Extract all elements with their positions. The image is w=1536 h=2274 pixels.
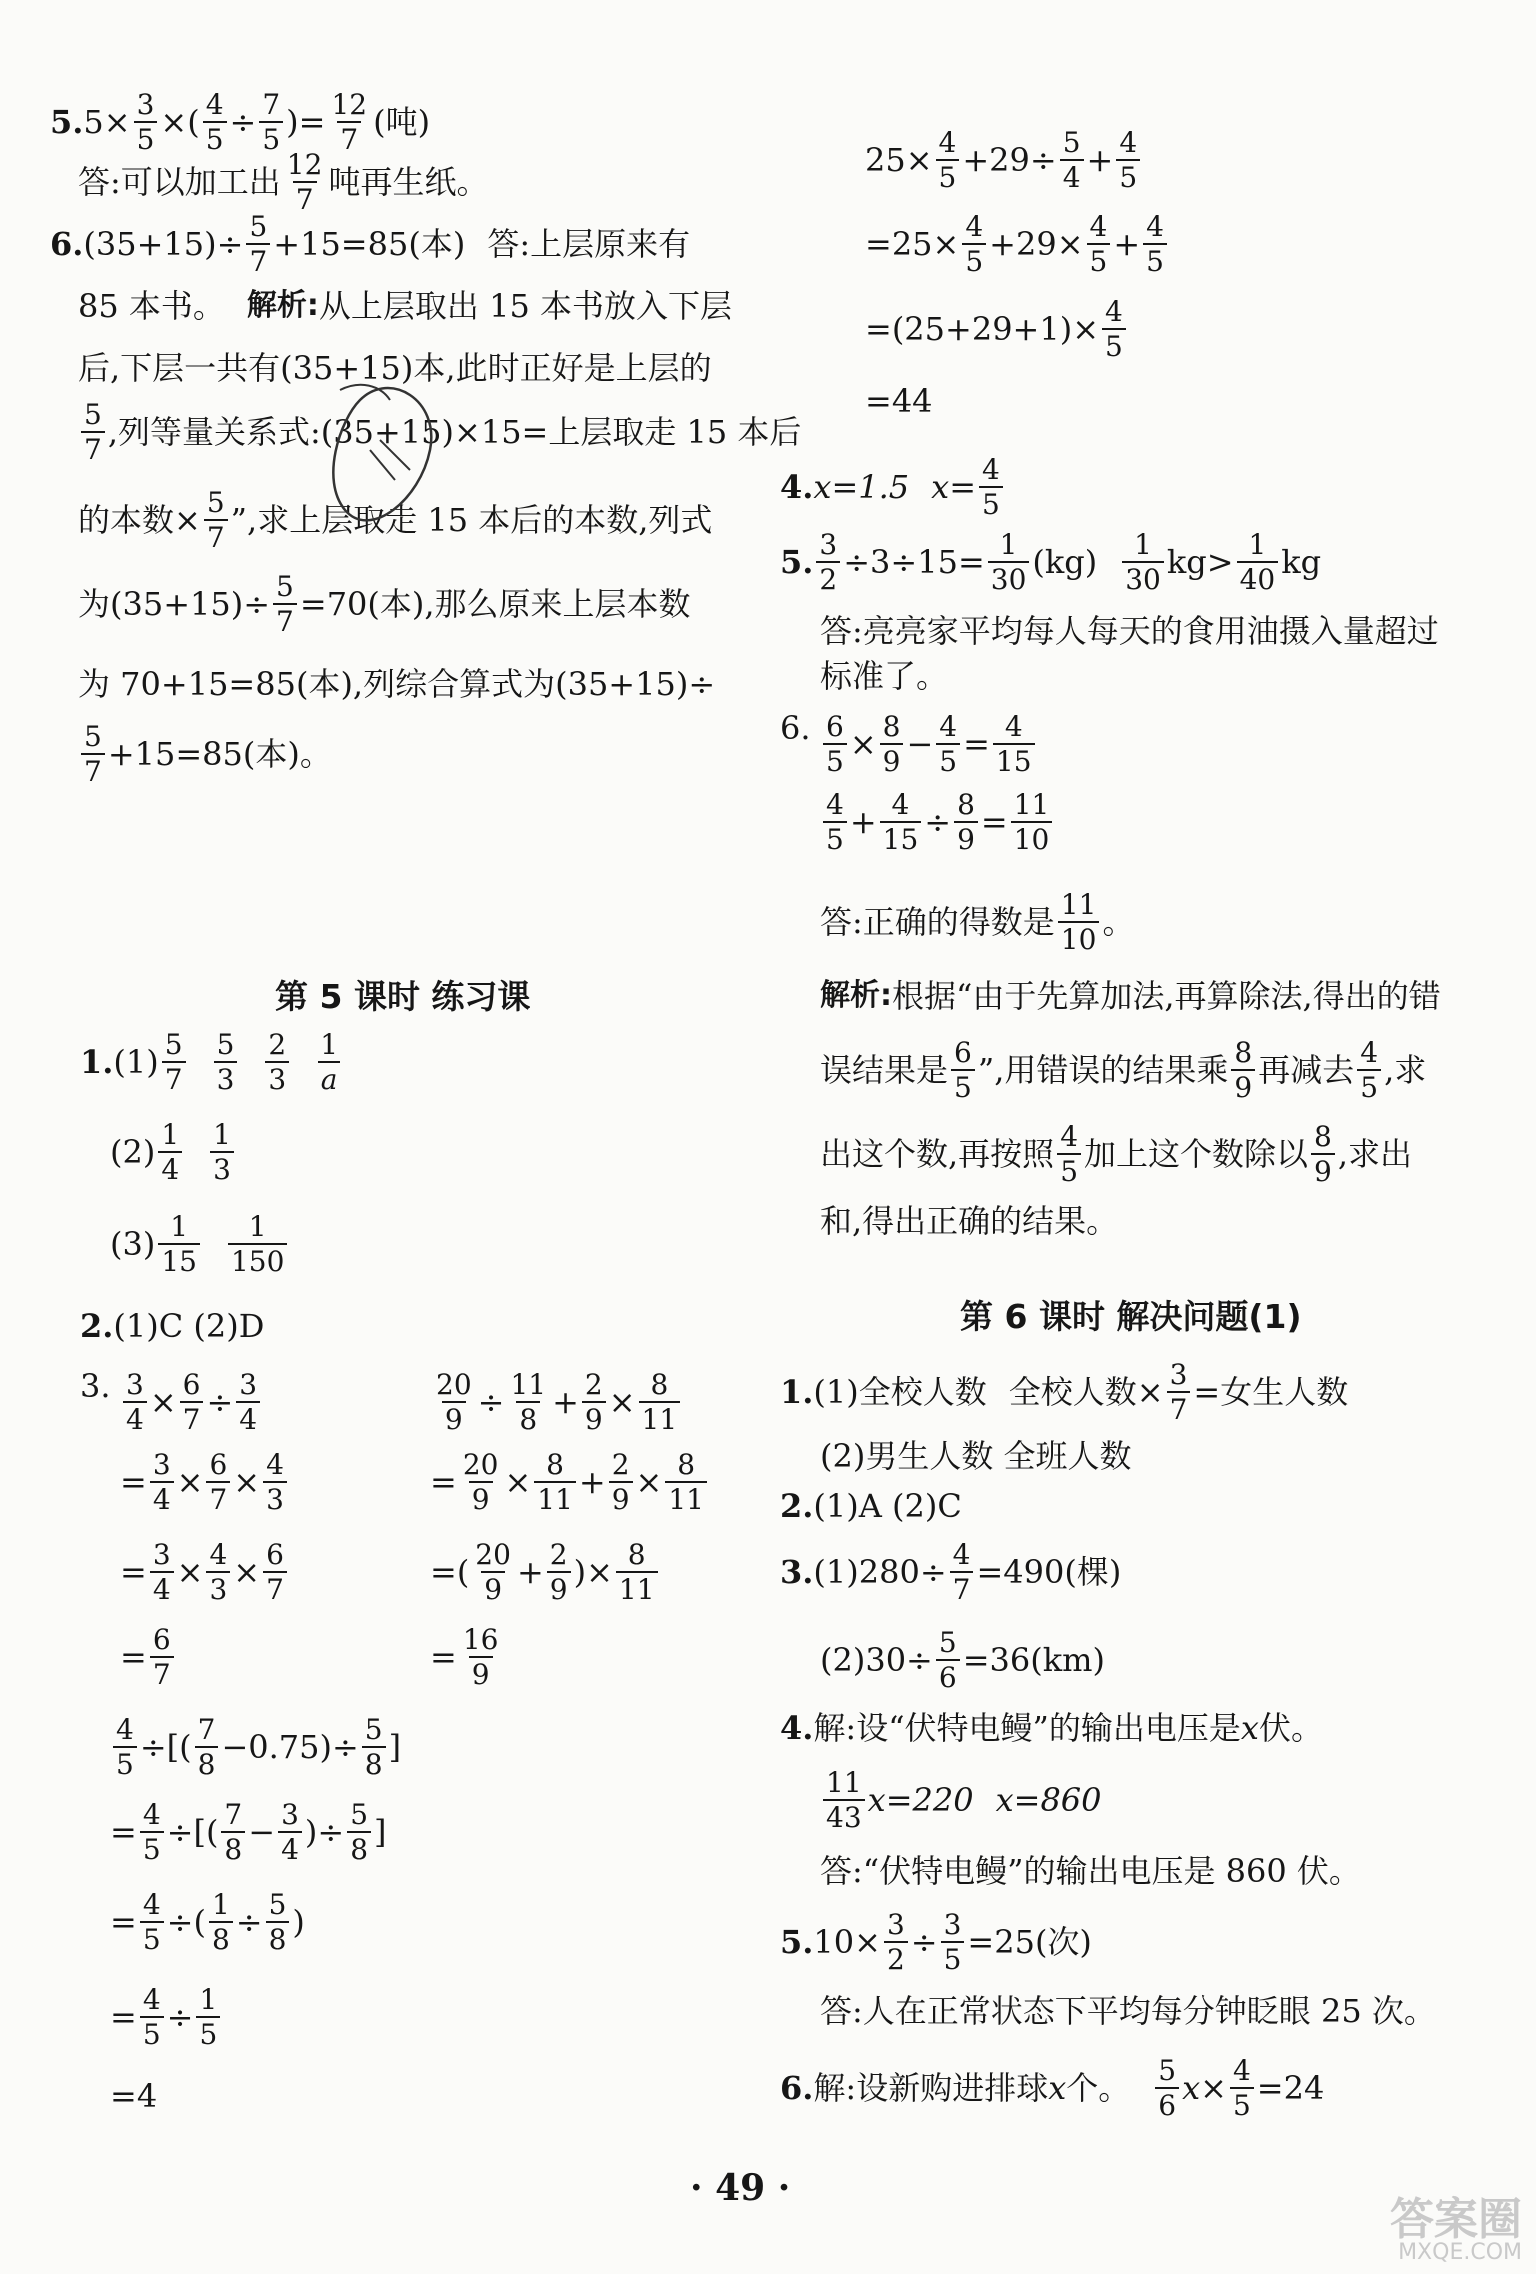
math-text: = (120, 1553, 147, 1592)
math-text: ÷ (235, 1903, 263, 1942)
fraction: $\frac{4}{5}$ (1116, 128, 1140, 193)
math-text: + (849, 803, 877, 842)
s4-answer: 答:“伏特电鳗”的输出电压是 860 伏。 (820, 1852, 1361, 1890)
fraction: $\frac{5}{3}$ (214, 1030, 238, 1095)
q6-explain-line: 为 70+15=85(本),列综合算式为(35+15)÷ (78, 665, 716, 703)
p1-row2: (2) $\frac{1}{4}$ $\frac{1}{3}$ (110, 1120, 237, 1185)
fraction: $\frac{3}{4}$ (278, 1800, 302, 1865)
math-text: × (176, 1553, 204, 1592)
question-number: 3. (780, 1553, 814, 1592)
fraction: $\frac{3}{5}$ (134, 90, 158, 155)
fraction: $\frac{8}{11}$ (616, 1540, 658, 1605)
fraction: $\frac{8}{11}$ (534, 1450, 576, 1515)
s1-line2: (2)男生人数 全班人数 (820, 1437, 1132, 1475)
fraction: $\frac{12}{7}$ (331, 88, 368, 157)
math-text: ÷( (166, 1903, 206, 1942)
math-text: ÷ (166, 1998, 194, 2037)
fraction: $\frac{4}{3}$ (263, 1450, 287, 1515)
fraction: $\frac{4}{5}$ (1357, 1038, 1381, 1103)
fraction: $\frac{6}{5}$ (951, 1038, 975, 1103)
fraction: $\frac{6}{5}$ (823, 712, 847, 777)
question-number: 2. (780, 1487, 814, 1525)
question-number: 6. (780, 709, 811, 747)
fraction: $\frac{20}{9}$ (475, 1538, 511, 1607)
math-text: = (110, 1903, 137, 1942)
math-text: ] (374, 1813, 387, 1852)
fraction: $\frac{5}{7}$ (273, 572, 297, 637)
q6-explain-line: 出这个数,再按照 $\frac{4}{5}$ 加上这个数除以 $\frac{8}{9}$ ,求出 (820, 1120, 1413, 1189)
fraction: $\frac{5}{8}$ (347, 1800, 371, 1865)
fraction: $\frac{8}{11}$ (639, 1370, 681, 1435)
fraction: $\frac{20}{9}$ (462, 1448, 499, 1517)
math-text: × (176, 1463, 204, 1502)
q6-equation: 6. (35+15)÷ $\frac{5}{7}$ +15=85(本) 答:上层原来有 (50, 210, 691, 279)
math-text: ÷ (206, 1383, 234, 1422)
s5-equation: 5. 10× $\frac{3}{2}$ ÷ $\frac{3}{5}$ =25(次) (780, 1908, 1092, 1977)
math-line (110, 1715, 401, 1780)
fraction: $\frac{1}{a}$ (317, 1030, 341, 1095)
s1-line: 1. (1)全校人数 全校人数× $\frac{3}{7}$ =女生人数 (780, 1358, 1349, 1427)
fraction: $\frac{4}{5}$ (1087, 212, 1111, 277)
math-text: ÷[( (166, 1813, 219, 1852)
math-text: ) (292, 1903, 305, 1942)
s5-answer: 答:人在正常状态下平均每分钟眨眼 25 次。 (820, 1992, 1436, 2030)
fraction: $\frac{11}{10}$ (1058, 890, 1100, 955)
q5-equation: 5. 5× $\frac{3}{5}$ ×( $\frac{4}{5}$ ÷ $\frac{7}{5}$ )= $\frac{12}{7}$ (吨) (50, 88, 431, 157)
fraction: $\frac{5}{4}$ (1060, 128, 1084, 193)
fraction: $\frac{4}{3}$ (206, 1540, 230, 1605)
fraction: $\frac{3}{2}$ (884, 1910, 908, 1975)
fraction: $\frac{3}{2}$ (816, 530, 840, 595)
question-number: 2. (80, 1307, 114, 1345)
math-text: +29× (989, 225, 1084, 264)
section-heading: 第 5 课时 练习课 (275, 977, 531, 1016)
fraction: $\frac{4}{5}$ (1230, 2056, 1254, 2121)
question-number: 6. (780, 2069, 814, 2108)
fraction: $\frac{3}{7}$ (1167, 1360, 1191, 1425)
math-text: +29÷ (962, 141, 1057, 180)
q5-equation: 5. $\frac{3}{2}$ ÷3÷15= $\frac{1}{30}$ (kg) $\frac{1}{30}$ kg> $\frac{1}{40}$ kg (780, 528, 1322, 597)
fraction: $\frac{4}{5}$ (962, 212, 986, 277)
math-line (110, 1890, 305, 1955)
fraction: $\frac{5}{8}$ (362, 1715, 386, 1780)
math-text: × (149, 1383, 177, 1422)
q6-explain-line: 的本数× $\frac{5}{7}$ ”,求上层取走 15 本后的本数,列式 (78, 486, 713, 555)
fraction: $\frac{7}{5}$ (259, 90, 283, 155)
math-text: − (906, 725, 934, 764)
q6-explain-line: 和,得出正确的结果。 (820, 1202, 1119, 1240)
math-line (820, 790, 1055, 855)
math-text: = (110, 1813, 137, 1852)
math-text: + (552, 1383, 579, 1422)
fraction: $\frac{4}{5}$ (140, 1890, 164, 1955)
fraction: $\frac{20}{9}$ (436, 1368, 472, 1437)
q5-answer: 答:亮亮家平均每人每天的食用油摄入量超过 (820, 612, 1439, 650)
fraction: $\frac{1}{4}$ (158, 1120, 182, 1185)
math-line (865, 128, 1143, 193)
fraction: $\frac{1}{30}$ (1122, 530, 1164, 595)
math-text: =( (430, 1553, 470, 1592)
math-line (120, 1540, 290, 1605)
math-text: = (430, 1463, 457, 1502)
q4-answer: 4. x=1.5 x= $\frac{4}{5}$ (780, 455, 1006, 520)
question-number: 5. (780, 1923, 814, 1962)
math-text: =4 (110, 2077, 158, 2115)
question-number: 1. (80, 1043, 114, 1082)
fraction: $\frac{4}{5}$ (1143, 212, 1167, 277)
math-line (430, 1625, 504, 1690)
fraction: $\frac{7}{8}$ (195, 1715, 219, 1780)
fraction: $\frac{2}{9}$ (582, 1370, 606, 1435)
math-text: = (120, 1463, 147, 1502)
s6-line: 6. 解:设新购进排球 x 个。 $\frac{5}{6}$ x × $\frac{4}{5}$ =24 (780, 2054, 1325, 2123)
fraction: $\frac{6}{7}$ (180, 1370, 204, 1435)
math-text: × (608, 1383, 636, 1422)
q6-explain-line: 解析: 根据“由于先算加法,再算除法,得出的错 (820, 977, 1441, 1015)
fraction: $\frac{4}{7}$ (950, 1540, 974, 1605)
fraction: $\frac{5}{7}$ (81, 722, 105, 787)
s3-line2: (2)30÷ $\frac{5}{6}$ =36(km) (820, 1626, 1105, 1695)
math-text: ÷ (477, 1383, 505, 1422)
fraction: $\frac{1}{40}$ (1237, 530, 1279, 595)
fraction: $\frac{3}{4}$ (236, 1370, 260, 1435)
fraction: $\frac{6}{7}$ (150, 1625, 174, 1690)
s3-line1: 3. (1)280÷ $\frac{4}{7}$ =490(棵) (780, 1538, 1122, 1607)
math-text: ÷[( (139, 1728, 192, 1767)
math-line (110, 1985, 223, 2050)
fraction: $\frac{5}{6}$ (1155, 2056, 1179, 2121)
fraction: $\frac{4}{5}$ (979, 455, 1003, 520)
q6-explain-line: 后,下层一共有(35+15)本,此时正好是上层的 (78, 349, 712, 387)
fraction: $\frac{1}{8}$ (209, 1890, 233, 1955)
math-line (865, 212, 1170, 277)
s4-line1: 4. 解:设“伏特电鳗”的输出电压是 x 伏。 (780, 1709, 1323, 1747)
math-text: + (516, 1553, 544, 1592)
fraction: $\frac{5}{7}$ (204, 488, 228, 553)
p2-answer: 2. (1)C (2)D (80, 1307, 265, 1345)
math-text: =(25+29+1)× (865, 310, 1100, 349)
q6-explain-line: $\frac{5}{7}$ ,列等量关系式:(35+15)× 15=上层取走 15 本后 (78, 400, 801, 465)
math-text: ] (388, 1728, 402, 1767)
fraction: $\frac{2}{3}$ (265, 1030, 289, 1095)
math-text: × (635, 1463, 663, 1502)
watermark-logo: 答案圈 MXQE.COM (1390, 2194, 1522, 2265)
fraction: $\frac{1}{15}$ (158, 1212, 200, 1277)
fraction: $\frac{2}{9}$ (547, 1540, 571, 1605)
math-line (110, 1800, 387, 1865)
math-line (430, 1370, 683, 1435)
math-text: = (430, 1638, 457, 1677)
page-number: · 49 · (690, 2167, 791, 2209)
math-line (110, 2077, 158, 2115)
q5-answer: 答:可以加工出 $\frac{12}{7}$ 吨再生纸。 (78, 148, 489, 217)
question-number: 4. (780, 1709, 814, 1747)
fraction: $\frac{4}{5}$ (203, 90, 227, 155)
math-line (120, 1625, 177, 1690)
q6-explain-line: 为(35+15)÷ $\frac{5}{7}$ =70(本),那么原来上层本数 (78, 570, 691, 639)
fraction: $\frac{1}{150}$ (228, 1212, 287, 1277)
question-number: 1. (780, 1373, 814, 1412)
math-text: × (849, 725, 877, 764)
fraction: $\frac{7}{8}$ (221, 1800, 245, 1865)
math-text: −0.75)÷ (221, 1728, 359, 1767)
fraction: $\frac{5}{7}$ (162, 1030, 186, 1095)
math-text: = (963, 725, 990, 764)
s2-answer: 2. (1)A (2)C (780, 1487, 962, 1525)
fraction: $\frac{11}{10}$ (1011, 790, 1053, 855)
fraction: $\frac{4}{5}$ (823, 790, 847, 855)
math-text: = (120, 1638, 147, 1677)
fraction: $\frac{1}{3}$ (210, 1120, 234, 1185)
fraction: $\frac{5}{7}$ (81, 400, 105, 465)
math-line (120, 1370, 263, 1435)
math-text: − (248, 1813, 276, 1852)
fraction: $\frac{5}{7}$ (246, 212, 270, 277)
fraction: $\frac{4}{15}$ (993, 712, 1035, 777)
math-text: )× (573, 1553, 613, 1592)
math-line (820, 712, 1038, 777)
fraction: $\frac{3}{4}$ (123, 1370, 147, 1435)
fraction: $\frac{6}{7}$ (263, 1540, 287, 1605)
fraction: $\frac{8}{9}$ (880, 712, 904, 777)
fraction: $\frac{1}{30}$ (988, 530, 1030, 595)
question-number: 4. (780, 468, 814, 507)
question-number: 5. (50, 103, 84, 142)
q6-explain-line: 85 本书。 解析: 从上层取出 15 本书放入下层 (78, 287, 732, 325)
fraction: $\frac{4}{5}$ (140, 1985, 164, 2050)
fraction: $\frac{1}{5}$ (196, 1985, 220, 2050)
math-text: =44 (865, 382, 933, 420)
fraction: $\frac{4}{5}$ (1102, 297, 1126, 362)
fraction: $\frac{12}{7}$ (286, 148, 323, 217)
math-line (430, 1450, 710, 1515)
math-text: )÷ (304, 1813, 345, 1852)
fraction: $\frac{4}{5}$ (936, 128, 960, 193)
math-text: = (980, 803, 1008, 842)
question-number: 5. (780, 543, 814, 582)
math-text: × (504, 1463, 532, 1502)
q6-explain-line: 误结果是 $\frac{6}{5}$ ”,用错误的结果乘 $\frac{8}{9}$ 再减去 $\frac{4}{5}$ ,求 (820, 1036, 1427, 1105)
fraction: $\frac{4}{5}$ (140, 1800, 164, 1865)
fraction: $\frac{3}{4}$ (150, 1540, 174, 1605)
fraction: $\frac{6}{7}$ (206, 1450, 230, 1515)
math-text: + (578, 1463, 606, 1502)
math-line (865, 382, 933, 420)
fraction: $\frac{8}{9}$ (1231, 1038, 1255, 1103)
section-heading: 第 6 课时 解决问题(1) (960, 1297, 1302, 1336)
question-number: 3. (80, 1367, 111, 1405)
math-text: + (1113, 225, 1141, 264)
math-text: × (233, 1463, 261, 1502)
s4-equation: $\frac{11}{43}$ x=220 x=860 (820, 1768, 1102, 1833)
math-line (430, 1540, 661, 1605)
question-number: 6. (50, 225, 84, 264)
math-line (865, 297, 1129, 362)
fraction: $\frac{2}{9}$ (609, 1450, 633, 1515)
fraction: $\frac{4}{15}$ (880, 790, 922, 855)
fraction: $\frac{4}{5}$ (1057, 1122, 1081, 1187)
math-text: × (233, 1553, 261, 1592)
fraction: $\frac{16}{9}$ (462, 1623, 499, 1692)
fraction: $\frac{8}{9}$ (1311, 1122, 1335, 1187)
math-text: + (1086, 141, 1114, 180)
math-text: = (110, 1998, 137, 2037)
fraction: $\frac{8}{11}$ (665, 1450, 707, 1515)
q5-answer: 标准了。 (820, 657, 949, 695)
p1-row1: 1. (1) $\frac{5}{7}$ $\frac{5}{3}$ $\frac{2}{3}$ $\frac{1}{a}$ (80, 1030, 344, 1095)
fraction: $\frac{3}{4}$ (150, 1450, 174, 1515)
fraction: $\frac{3}{5}$ (941, 1910, 965, 1975)
fraction: $\frac{8}{9}$ (954, 790, 978, 855)
fraction: $\frac{11}{8}$ (510, 1368, 547, 1437)
p1-row3: (3) $\frac{1}{15}$ $\frac{1}{150}$ (110, 1212, 290, 1277)
fraction: $\frac{5}{8}$ (266, 1890, 290, 1955)
q6-answer: 答:正确的得数是 $\frac{11}{10}$ 。 (820, 888, 1135, 957)
math-text: ÷ (924, 803, 952, 842)
math-text: 25× (865, 141, 933, 180)
fraction: $\frac{5}{6}$ (936, 1628, 960, 1693)
math-text: =25× (865, 225, 960, 264)
math-line (120, 1450, 290, 1515)
q6-explain-line: $\frac{5}{7}$ +15=85(本)。 (78, 722, 332, 787)
fraction: $\frac{4}{5}$ (936, 712, 960, 777)
fraction: $\frac{11}{43}$ (823, 1768, 865, 1833)
fraction: $\frac{4}{5}$ (113, 1715, 137, 1780)
